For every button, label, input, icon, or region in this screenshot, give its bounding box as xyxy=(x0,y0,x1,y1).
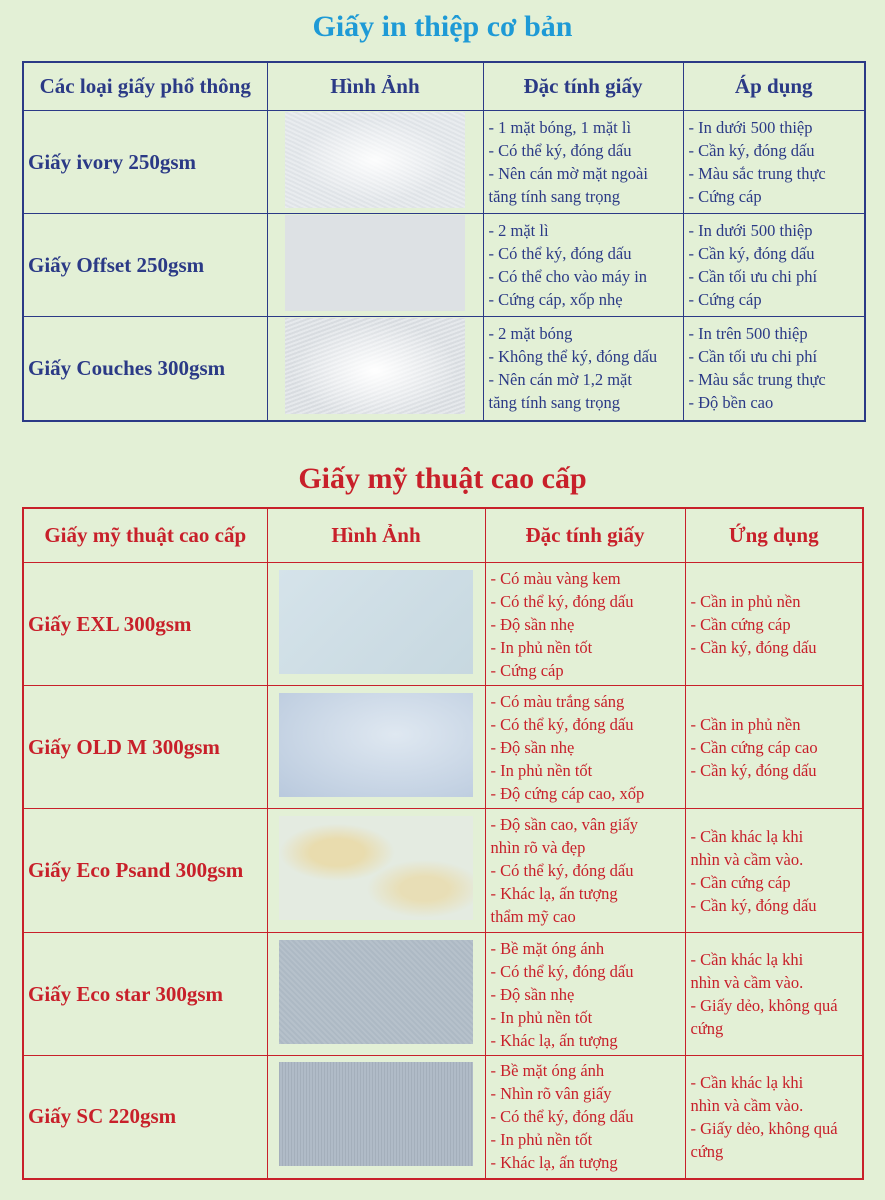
application-line: - Cần cứng cáp cao xyxy=(690,737,818,757)
application-line: - Giấy dẻo, không quá xyxy=(690,1118,838,1138)
feature-line: - 1 mặt bóng, 1 mặt lì xyxy=(488,118,632,137)
application-line: - Cần cứng cáp xyxy=(690,872,791,892)
paper-sample-image xyxy=(279,570,473,674)
feature-line: - Độ sần nhẹ xyxy=(490,737,575,757)
feature-line: - Độ sần nhẹ xyxy=(490,984,575,1004)
paper-features xyxy=(483,111,683,214)
feature-line: - Nên cán mờ 1,2 mặt xyxy=(488,370,632,390)
table-row xyxy=(23,686,863,809)
header-features: Đặc tính giấy xyxy=(483,62,683,111)
application-line: - Cần khác lạ khi xyxy=(690,1072,804,1092)
paper-features xyxy=(485,1056,685,1179)
table-row xyxy=(23,111,865,214)
application-line: - Cần khác lạ khi xyxy=(690,950,804,969)
table-row xyxy=(23,317,865,421)
application-line: nhìn và cầm vào. xyxy=(690,973,804,992)
paper-name: Giấy EXL 300gsm xyxy=(23,563,267,686)
feature-line: - Có thể ký, đóng dấu xyxy=(490,714,634,734)
feature-line: - Cứng cáp xyxy=(490,660,564,680)
application-line: - In dưới 500 thiệp xyxy=(688,118,813,137)
feature-line: - Bề mặt óng ánh xyxy=(490,1061,605,1081)
paper-features xyxy=(485,809,685,933)
application-line: - Cần khác lạ khi xyxy=(690,826,804,846)
paper-name: Giấy OLD M 300gsm xyxy=(23,686,267,809)
paper-applications xyxy=(683,111,865,214)
feature-line: - Không thể ký, đóng dấu xyxy=(488,347,658,367)
application-line: - Giấy dẻo, không quá xyxy=(690,996,838,1015)
paper-sample-image xyxy=(285,215,465,311)
feature-line: - Độ sần cao, vân giấy xyxy=(490,815,639,834)
application-line: - Cần tối ưu chi phí xyxy=(688,267,818,286)
header-paper-type: Các loại giấy phổ thông xyxy=(23,62,267,111)
feature-line: - Độ sần nhẹ xyxy=(490,614,575,634)
feature-line: - Có thể ký, đóng dấu xyxy=(488,244,632,263)
paper-applications xyxy=(685,563,863,686)
feature-line: - Có màu trắng sáng xyxy=(490,691,625,711)
application-line: nhìn và cầm vào. xyxy=(690,849,804,869)
feature-line: - Có thể ký, đóng dấu xyxy=(490,861,634,880)
paper-name: Giấy SC 220gsm xyxy=(23,1056,267,1179)
table-row xyxy=(23,1056,863,1179)
feature-line: - 2 mặt lì xyxy=(488,221,549,240)
application-line: - Cần ký, đóng dấu xyxy=(688,244,815,263)
paper-name: Giấy Eco star 300gsm xyxy=(23,933,267,1056)
feature-line: - Cứng cáp, xốp nhẹ xyxy=(488,290,623,309)
premium-paper-table xyxy=(22,507,864,1180)
basic-paper-title: Giấy in thiệp cơ bản xyxy=(312,10,573,43)
table-row xyxy=(23,214,865,317)
feature-line: - 2 mặt bóng xyxy=(488,324,573,344)
table-header-row xyxy=(23,62,865,111)
table-row xyxy=(23,563,863,686)
feature-line: tăng tính sang trọng xyxy=(488,393,621,413)
application-line: - Cần in phủ nền xyxy=(690,714,801,734)
premium-paper-title: Giấy mỹ thuật cao cấp xyxy=(298,462,587,495)
application-line: - In trên 500 thiệp xyxy=(688,324,808,344)
header-paper-type: Giấy mỹ thuật cao cấp xyxy=(23,508,267,563)
feature-line: - Độ cứng cáp cao, xốp xyxy=(490,783,645,803)
application-line: - Màu sắc trung thực xyxy=(688,370,826,390)
paper-applications xyxy=(685,933,863,1056)
feature-line: nhìn rõ và đẹp xyxy=(490,838,586,857)
application-line: - Cần tối ưu chi phí xyxy=(688,347,818,367)
paper-applications xyxy=(683,317,865,421)
feature-line: - Có thể ký, đóng dấu xyxy=(490,961,634,981)
header-application: Ứng dụng xyxy=(685,508,863,563)
paper-applications xyxy=(685,686,863,809)
feature-line: - Có thể ký, đóng dấu xyxy=(490,1107,634,1127)
paper-name: Giấy Offset 250gsm xyxy=(23,214,267,317)
application-line: - Cứng cáp xyxy=(688,187,762,206)
paper-applications xyxy=(685,809,863,933)
application-line: - Cần ký, đóng dấu xyxy=(690,637,817,657)
feature-line: - In phủ nền tốt xyxy=(490,1130,593,1150)
application-line: nhìn và cầm vào. xyxy=(690,1095,804,1115)
paper-name: Giấy ivory 250gsm xyxy=(23,111,267,214)
feature-line: - In phủ nền tốt xyxy=(490,1007,593,1027)
header-application: Áp dụng xyxy=(683,62,865,111)
paper-sample-image xyxy=(285,318,465,414)
paper-features xyxy=(485,686,685,809)
paper-name: Giấy Eco Psand 300gsm xyxy=(23,809,267,933)
feature-line: - Có màu vàng kem xyxy=(490,568,621,588)
feature-line: - Bề mặt óng ánh xyxy=(490,938,605,958)
paper-features xyxy=(485,933,685,1056)
paper-features xyxy=(483,214,683,317)
application-line: - Màu sắc trung thực xyxy=(688,164,826,183)
table-row xyxy=(23,809,863,933)
paper-sample-image xyxy=(279,816,473,920)
paper-features xyxy=(485,563,685,686)
feature-line: - In phủ nền tốt xyxy=(490,637,593,657)
paper-applications xyxy=(683,214,865,317)
application-line: - Cần cứng cáp xyxy=(690,614,791,634)
feature-line: - Khác lạ, ấn tượng xyxy=(490,884,618,903)
paper-applications xyxy=(685,1056,863,1179)
table-row xyxy=(23,933,863,1056)
feature-line: - Khác lạ, ấn tượng xyxy=(490,1030,618,1050)
paper-sample-image xyxy=(285,112,465,208)
application-line: - Cần ký, đóng dấu xyxy=(688,141,815,160)
feature-line: - Khác lạ, ấn tượng xyxy=(490,1153,618,1173)
application-line: - Cần in phủ nền xyxy=(690,591,801,611)
feature-line: - Có thể ký, đóng dấu xyxy=(488,141,632,160)
basic-paper-table xyxy=(22,61,866,422)
header-image: Hình Ảnh xyxy=(267,62,483,111)
paper-features xyxy=(483,317,683,421)
paper-sample-image xyxy=(279,1062,473,1166)
paper-sample-image xyxy=(279,693,473,797)
feature-line: - Nhìn rõ vân giấy xyxy=(490,1084,612,1104)
application-line: - Độ bền cao xyxy=(688,393,774,413)
feature-line: thẩm mỹ cao xyxy=(490,907,576,926)
feature-line: - In phủ nền tốt xyxy=(490,760,593,780)
application-line: - Cứng cáp xyxy=(688,290,762,309)
feature-line: tăng tính sang trọng xyxy=(488,187,621,206)
paper-name: Giấy Couches 300gsm xyxy=(23,317,267,421)
feature-line: - Có thể ký, đóng dấu xyxy=(490,591,634,611)
application-line: cứng xyxy=(690,1141,724,1161)
feature-line: - Nên cán mờ mặt ngoài xyxy=(488,164,648,183)
application-line: - Cần ký, đóng dấu xyxy=(690,895,817,915)
application-line: - Cần ký, đóng dấu xyxy=(690,760,817,780)
feature-line: - Có thể cho vào máy in xyxy=(488,267,648,286)
application-line: cứng xyxy=(690,1019,724,1038)
header-features: Đặc tính giấy xyxy=(485,508,685,563)
header-image: Hình Ảnh xyxy=(267,508,485,563)
application-line: - In dưới 500 thiệp xyxy=(688,221,813,240)
paper-sample-image xyxy=(279,940,473,1044)
table-header-row xyxy=(23,508,863,563)
